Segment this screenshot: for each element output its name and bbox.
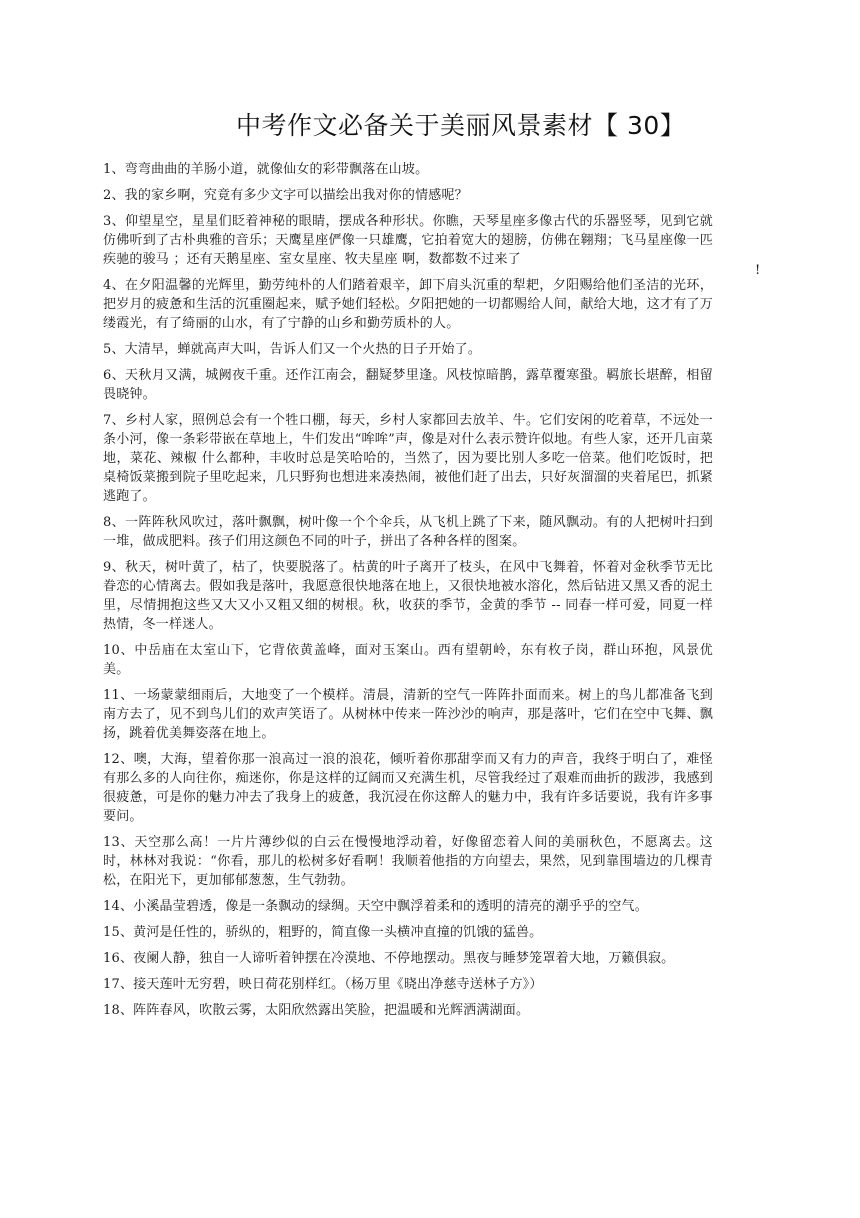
list-item: 6、天秋月又满，城阙夜千重。还作江南会，翻疑梦里逢。风枝惊暗鹊，露草覆寒蛩。羁旅长堪醉，相留畏晓钟。 [103,368,713,402]
list-item: 16、夜阑人静，独自一人谛听着钟摆在冷漠地、不停地摆动。黑夜与睡梦笼罩着大地，万籁俱寂。 [103,951,675,966]
list-item: 13、天空那么高！一片片薄纱似的白云在慢慢地浮动着，好像留恋着人间的美丽秋色，不愿离去。这时，林林对我说：“你看，那儿的松树多好看啊！我顺着他指的方向望去，果然，见到靠围墙边的几棵青松，在阳光下，更加郁郁葱葱，生气勃勃。 [103,835,713,888]
list-item: 11、一场蒙蒙细雨后，大地变了一个模样。清晨，清新的空气一阵阵扑面而来。树上的鸟儿都准备飞到南方去了，见不到鸟儿们的欢声笑语了。从树林中传来一阵沙沙的响声，那是落叶，它们在空中飞舞、飘扬，跳着优美舞姿落在地上。 [103,688,713,741]
list-item: 4、在夕阳温馨的光辉里，勤劳纯朴的人们踏着艰辛，卸下肩头沉重的犁耙，夕阳赐给他们圣洁的光环，把岁月的疲惫和生活的沉重圈起来，赋予她们轻松。夕阳把她的一切都赐给人间，献给大地，这才有了万缕霞光，有了绮丽的山水，有了宁静的山乡和勤劳质朴的人。 [103,278,713,331]
list-item: 7、乡村人家，照例总会有一个牲口棚，每天，乡村人家都回去放羊、牛。它们安闲的吃着草，不远处一条小河，像一条彩带嵌在草地上，牛们发出“哞哞”声，像是对什么表示赞许似地。有些人家，还开几亩菜地，菜花、辣椒 什么都种，丰收时总是笑哈哈的，当然了，因为要比别人多吃一倍菜。他们吃饭时，把桌椅饭菜搬到院子里吃起来，几只野狗也想进来凑热闹，被他们赶了出去，只好灰溜溜的夹着尾巴，抓紧逃跑了。 [103,413,713,504]
item-list [103,160,713,1027]
document-title: 中考作文必备关于美丽风景素材【 30】 [236,111,686,140]
list-item: 14、小溪晶莹碧透，像是一条飘动的绿绸。天空中飘浮着柔和的透明的清亮的潮乎乎的空气。 [103,899,648,914]
list-item: 10、中岳庙在太室山下，它背依黄盖峰，面对玉案山。西有望朝岭，东有枚子岗，群山环抱，风景优美。 [103,643,713,677]
list-item: 5、大清早，蝉就高声大叫，告诉人们又一个火热的日子开始了。 [103,342,482,357]
list-item: 12、噢，大海，望着你那一浪高过一浪的浪花，倾听着你那甜孪而又有力的声音，我终于明白了，难怪有那么多的人向往你，痴迷你，你是这样的辽阔而又充满生机，尽管我经过了艰难而曲折的跋涉，我感到很疲惫，可是你的魅力冲去了我身上的疲惫，我沉浸在你这醉人的魅力中，我有许多话要说，我有许多事要问。 [103,752,713,824]
list-item: 3、仰望星空，星星们眨着神秘的眼睛，摆成各种形状。你瞧，天琴星座多像古代的乐器竖琴，见到它就仿佛听到了古朴典雅的音乐；天鹰星座俨像一只雄鹰，它拍着宽大的翅膀，仿佛在翱翔；飞马星座像一匹疾驰的骏马 ；还有天鹅星座、室女星座、牧夫星座 啊，数都数不过来了 [103,214,713,267]
list-item: 15、黄河是任性的，骄纵的，粗野的，简直像一头横冲直撞的饥饿的猛兽。 [103,925,543,940]
list-item: 1、弯弯曲曲的羊肠小道，就像仙女的彩带飘落在山坡。 [103,162,429,177]
list-item: 2、我的家乡啊，究竟有多少文字可以描绘出我对你的情感呢？ [103,188,468,203]
list-item: 8、一阵阵秋风吹过，落叶飘飘，树叶像一个个伞兵，从飞机上跳了下来，随风飘动。有的人把树叶扫到一堆，做成肥料。孩子们用这颜色不同的叶子，拼出了各种各样的图案。 [103,515,713,549]
stray-exclamation: ! [755,263,761,278]
list-item: 9、秋天，树叶黄了，枯了，快要脱落了。枯黄的叶子离开了枝头，在风中飞舞着，怀着对金秋季节无比眷恋的心情离去。假如我是落叶，我愿意很快地落在地上，又很快地被水溶化，然后钻进又黑又香的泥土里，尽情拥抱这些又大又小又粗又细的树根。秋，收获的季节，金黄的季节 -- 同春一样可爱，同夏一样热情，冬一样迷人。 [103,560,713,632]
list-item: 18、阵阵春风，吹散云雾，太阳欣然露出笑脸，把温暖和光辉洒满湖面。 [103,1003,530,1018]
list-item: 17、接天莲叶无穷碧，映日荷花别样红。（杨万里《晓出净慈寺送林子方》） [103,977,543,992]
